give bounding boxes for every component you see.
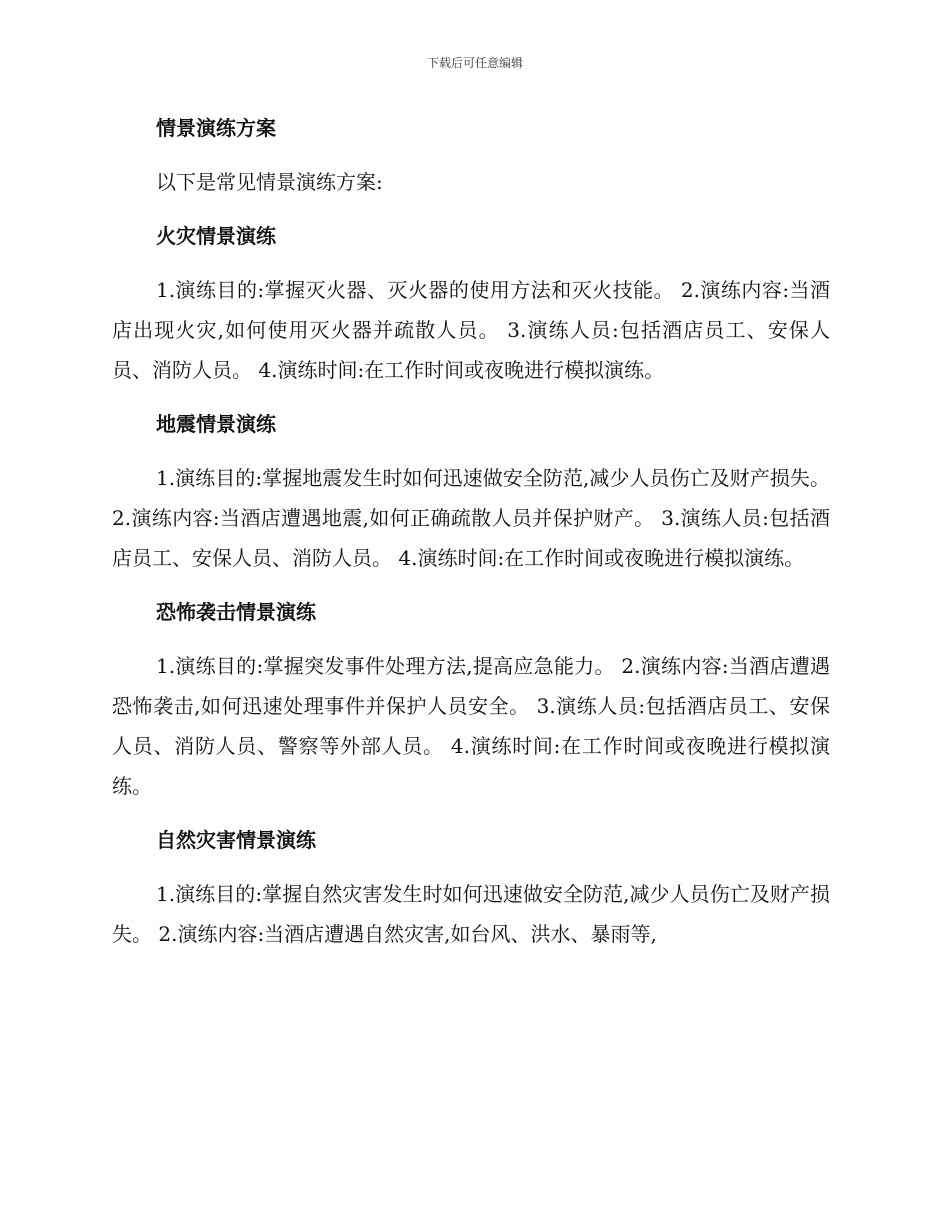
intro-paragraph: 以下是常见情景演练方案:: [156, 170, 383, 194]
section-heading-earthquake: 地震情景演练: [156, 412, 276, 436]
document-title: 情景演练方案: [156, 116, 276, 140]
section-body-fire: 1.演练目的:掌握灭火器、灭火器的使用方法和灭火技能。 2.演练内容:当酒店出现火灾,如何使用灭火器并疏散人员。 3.演练人员:包括酒店员工、安保人员、消防人员。 4.演练时间:在工作时间或夜晚进行模拟演练。: [112, 278, 830, 382]
section-heading-natural-disaster: 自然灾害情景演练: [156, 828, 316, 852]
section-body-natural-disaster: 1.演练目的:掌握自然灾害发生时如何迅速做安全防范,减少人员伤亡及财产损失。 2.演练内容:当酒店遭遇自然灾害,如台风、洪水、暴雨等,: [112, 882, 830, 946]
section-body-earthquake: 1.演练目的:掌握地震发生时如何迅速做安全防范,减少人员伤亡及财产损失。 2.演练内容:当酒店遭遇地震,如何正确疏散人员并保护财产。 3.演练人员:包括酒店员工、安保人员、消防人员。 4.演练时间:在工作时间或夜晚进行模拟演练。: [112, 466, 830, 570]
section-heading-fire: 火灾情景演练: [156, 224, 276, 248]
section-heading-terror-attack: 恐怖袭击情景演练: [156, 600, 316, 624]
document-body: [112, 108, 830, 968]
section-body-terror-attack: 1.演练目的:掌握突发事件处理方法,提高应急能力。 2.演练内容:当酒店遭遇恐怖袭击,如何迅速处理事件并保护人员安全。 3.演练人员:包括酒店员工、安保人员、消防人员、警察等外部人员。 4.演练时间:在工作时间或夜晚进行模拟演练。: [112, 654, 830, 798]
page-header: 下载后可任意编辑: [426, 56, 523, 70]
